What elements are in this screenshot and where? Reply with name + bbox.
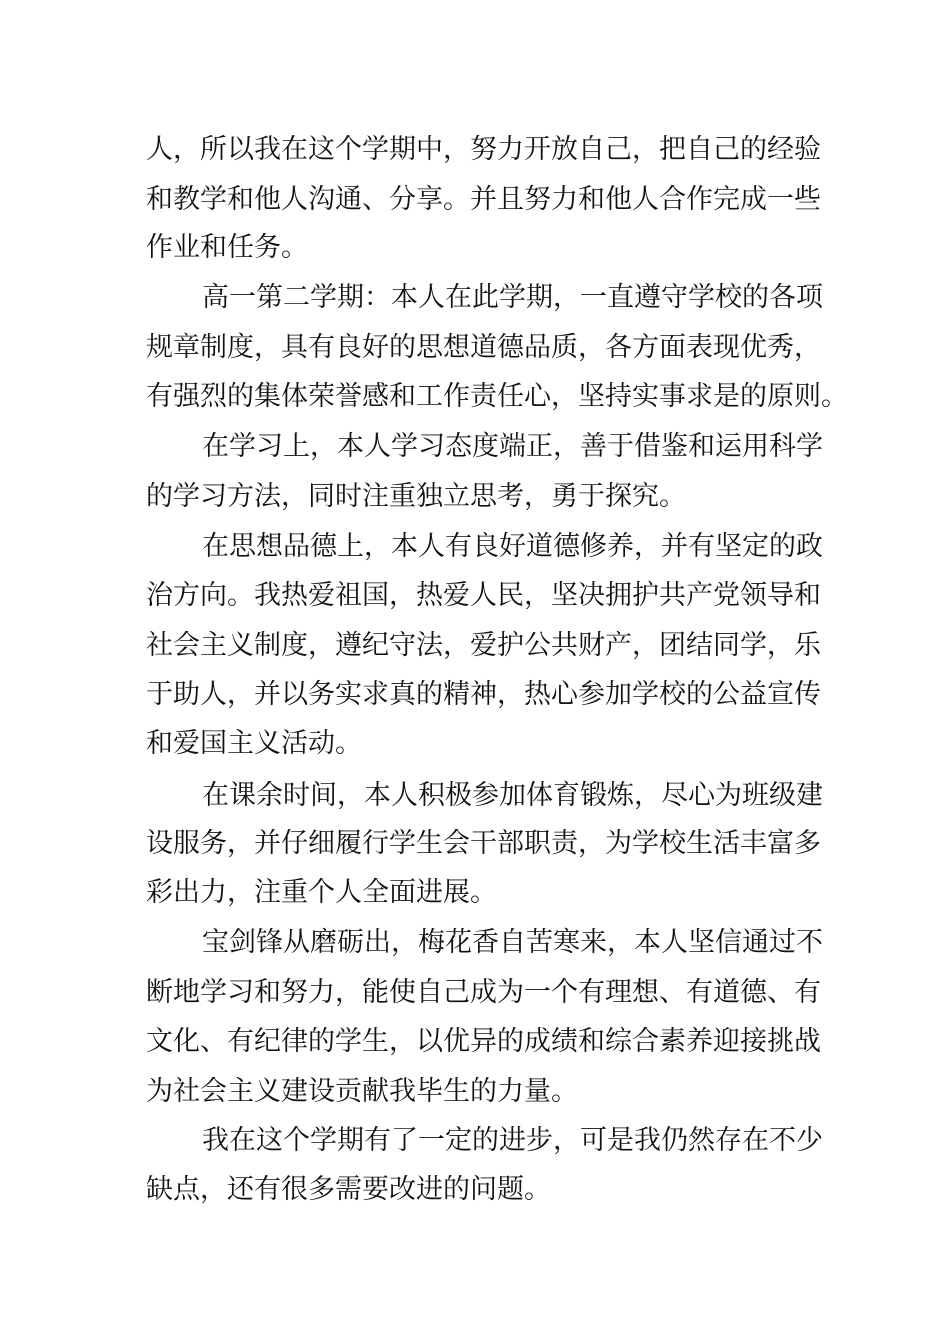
text-line: 缺点，还有很多需要改进的问题。 (146, 1174, 551, 1205)
paragraph-first-line: 宝剑锋从磨砺出，梅花香自苦寒来，本人坚信通过不 (202, 927, 823, 958)
text-line: 作业和任务。 (146, 232, 308, 263)
text-line: 于助人，并以务实求真的精神，热心参加学校的公益宣传 (146, 679, 821, 710)
paragraph-first-line: 在思想品德上，本人有良好道德修养，并有坚定的政 (202, 531, 823, 562)
text-line: 的学习方法，同时注重独立思考，勇于探究。 (146, 481, 686, 512)
text-line: 有强烈的集体荣誉感和工作责任心，坚持实事求是的原则。 (146, 381, 848, 412)
text-line: 人，所以我在这个学期中，努力开放自己，把自己的经验 (146, 134, 821, 165)
text-line: 和爱国主义活动。 (146, 728, 362, 759)
text-line: 规章制度，具有良好的思想道德品质，各方面表现优秀， (146, 332, 821, 363)
paragraph-first-line: 在学习上，本人学习态度端正，善于借鉴和运用科学 (202, 431, 823, 462)
paragraph-first-line: 在课余时间，本人积极参加体育锻炼，尽心为班级建 (202, 780, 823, 811)
text-line: 设服务，并仔细履行学生会干部职责，为学校生活丰富多 (146, 828, 821, 859)
text-line: 断地学习和努力，能使自己成为一个有理想、有道德、有 (146, 977, 821, 1008)
paragraph-first-line: 高一第二学期：本人在此学期，一直遵守学校的各项 (202, 282, 823, 313)
text-line: 彩出力，注重个人全面进展。 (146, 877, 497, 908)
text-line: 和教学和他人沟通、分享。并且努力和他人合作完成一些 (146, 184, 821, 215)
paragraph-first-line: 我在这个学期有了一定的进步，可是我仍然存在不少 (202, 1125, 823, 1156)
text-line: 为社会主义建设贡献我毕生的力量。 (146, 1076, 578, 1107)
text-line: 社会主义制度，遵纪守法，爱护公共财产，团结同学，乐 (146, 630, 821, 661)
text-line: 治方向。我热爱祖国，热爱人民，坚决拥护共产党领导和 (146, 580, 821, 611)
text-line: 文化、有纪律的学生，以优异的成绩和综合素养迎接挑战 (146, 1026, 821, 1057)
